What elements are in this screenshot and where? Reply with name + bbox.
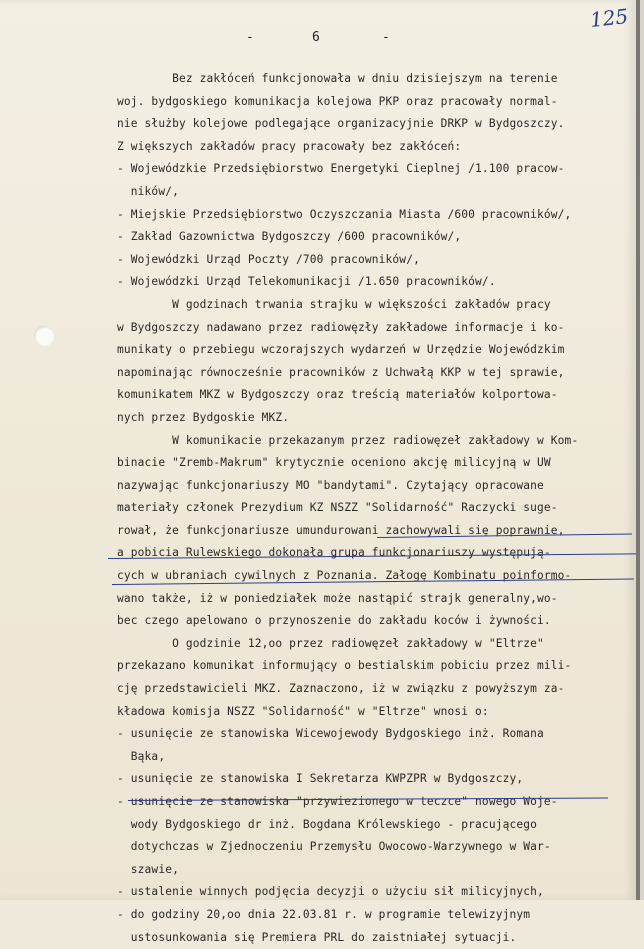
text-line: - usunięcie ze stanowiska I Sekretarza KWPZPR w Bydgoszczy, <box>117 772 524 786</box>
text-line: nazywając funkcjonariuszy MO "bandytami". Czytający opracowane <box>117 478 544 492</box>
text-line: - Wojewódzki Urząd Telekomunikacji /1.650 pracowników/. <box>117 275 496 289</box>
text-line: przekazano komunikat informujący o bestialskim pobiciu przez mili- <box>117 659 572 673</box>
handwritten-folio-number: 125 <box>588 4 630 32</box>
text-line: komunikatem MKZ w Bydgoszczy oraz treścią materiałów kolportowa- <box>117 388 558 402</box>
text-line: W komunikacie przekazanym przez radiowęzeł zakładowy w Kom- <box>117 433 579 447</box>
text-line: ustosunkowania się Premiera PRL do zaistniałej sytuacji. <box>117 930 517 944</box>
text-line: szawie, <box>117 862 179 876</box>
text-line: bec czego apelowano o przynoszenie do zakładu koców i żywności. <box>117 614 551 628</box>
punch-hole <box>34 326 54 346</box>
text-line: Bez zakłóceń funkcjonowała w dniu dzisiejszym na terenie <box>117 72 558 85</box>
text-line: O godzinie 12,oo przez radiowęzeł zakładowy w "Eltrze" <box>117 636 544 650</box>
page-number-dash-right: - <box>382 30 390 45</box>
text-line: - do godziny 20,oo dnia 22.03.81 r. w programie telewizyjnym <box>117 907 531 921</box>
text-line: wody Bydgoskiego dr inż. Bogdana Królewskiego - pracującego <box>117 817 538 831</box>
text-line: - ustalenie winnych podjęcia decyzji o użyciu sił milicyjnych, <box>117 885 544 899</box>
text-line: Bąka, <box>117 749 166 763</box>
text-line: munikaty o przebiegu wczorajszych wydarzeń w Urzędzie Wojewódzkim <box>117 343 565 357</box>
page-number-dash-left: - <box>246 30 254 45</box>
text-line: - Zakład Gazownictwa Bydgoszczy /600 pracowników/, <box>117 230 462 244</box>
text-line: w Bydgoszczy nadawano przez radiowęzły zakładowe informacje i ko- <box>117 320 565 334</box>
text-line: cję przedstawicieli MKZ. Zaznaczono, iż w związku z powyższym za- <box>117 682 565 696</box>
text-line: rował, że funkcjonariusze umundurowani zachowywali się poprawnie, <box>117 523 565 537</box>
text-line: woj. bydgoskiego komunikacja kolejowa PKP oraz pracowały normal- <box>117 94 558 108</box>
text-line: - Miejskie Przedsiębiorstwo Oczyszczania Miasta /600 pracowników/, <box>117 207 572 221</box>
text-line: W godzinach trwania strajku w większości zakładów pracy <box>117 297 551 311</box>
page-edge <box>640 0 644 900</box>
text-line: nych przez Bydgoskie MKZ. <box>117 410 290 424</box>
text-line: - Wojewódzki Urząd Poczty /700 pracowników/, <box>117 252 420 266</box>
text-line: wano także, iż w poniedziałek może nastąpić strajk generalny,wo- <box>117 591 558 605</box>
text-line: - Wojewódzkie Przedsiębiorstwo Energetyki Cieplnej /1.100 pracow- <box>117 162 565 176</box>
text-line: ników/, <box>117 184 179 198</box>
document-body <box>117 68 637 949</box>
text-line: - usunięcie ze stanowiska Wicewojewody Bydgoskiego inż. Romana <box>117 727 544 741</box>
text-line: binacie "Zremb-Makrum" krytycznie oceniono akcję milicyjną w UW <box>117 456 551 470</box>
text-line: nie służby kolejowe podlegające organizacyjnie DRKP w Bydgoszczy. <box>117 117 565 131</box>
text-line: a pobicia Rulewskiego dokonała grupa funkcjonariuszy występują- <box>117 546 551 560</box>
text-line: napominając równocześnie pracowników z Uchwałą KKP w tej sprawie, <box>117 365 565 379</box>
text-line: kładowa komisja NSZZ "Solidarność" w "Eltrze" wnosi o: <box>117 704 489 718</box>
page-number-value: 6 <box>312 30 320 45</box>
text-line: Z większych zakładów pracy pracowały bez zakłóceń: <box>117 139 462 153</box>
text-line: materiały członek Prezydium KZ NSZZ "Solidarność" Raczycki suge- <box>117 501 558 515</box>
text-line: - usunięcie ze stanowiska "przywiezionego w teczce" nowego Woje- <box>117 795 558 808</box>
text-line: dotychczas w Zjednoczeniu Przemysłu Owocowo-Warzywnego w War- <box>117 840 551 854</box>
text-line: cych w ubraniach cywilnych z Poznania. Załogę Kombinatu poinformo- <box>117 569 572 583</box>
